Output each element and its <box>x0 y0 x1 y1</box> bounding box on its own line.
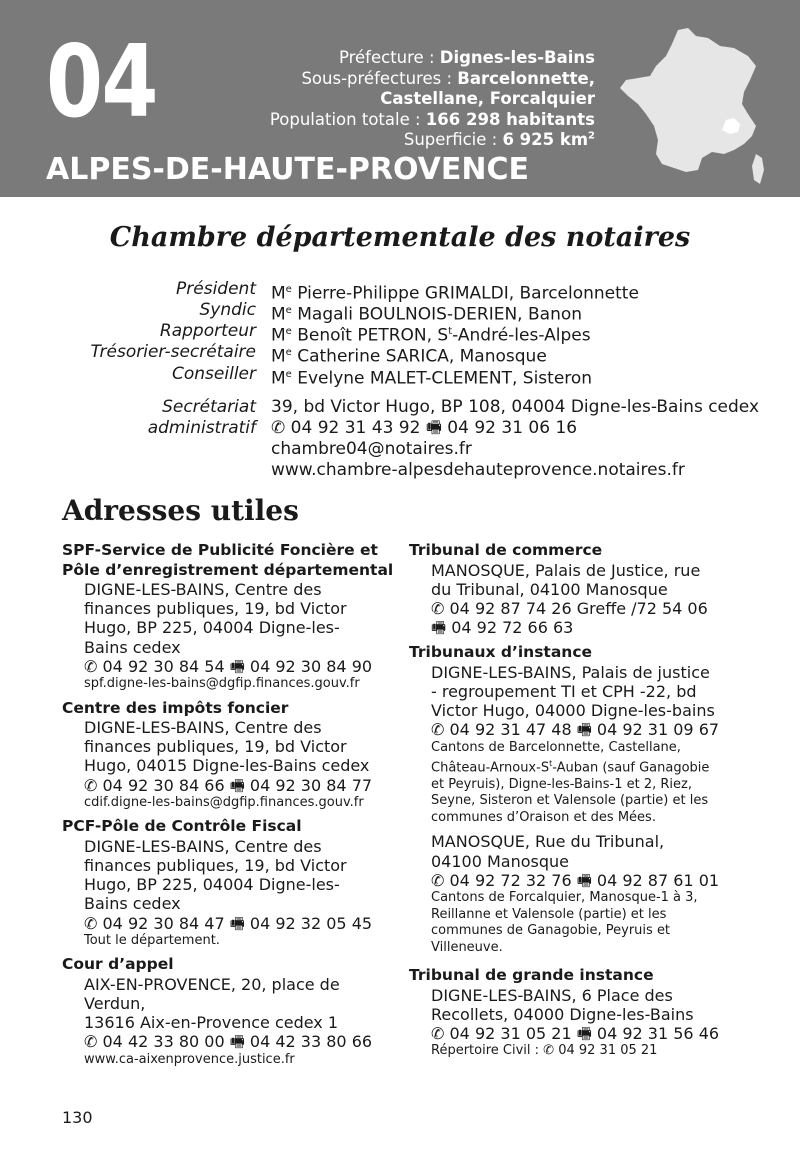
appel-entry: AIX-EN-PROVENCE, 20, place de Verdun, 13616 Aix-en-Provence cedex 1 ✆ 04 42 33 80 00 🖷 04 42 33 80 66 www.ca-aixenprovence.justice.fr <box>84 975 397 1068</box>
instance-title: Tribunaux d’instance <box>409 643 593 662</box>
fax-icon: 🖷 <box>431 618 447 638</box>
fax-icon: 🖷 <box>229 1032 245 1052</box>
fax-icon: 🖷 <box>576 870 592 890</box>
fax-icon: 🖷 <box>229 656 245 676</box>
appel-website[interactable]: www.ca-aixenprovence.justice.fr <box>84 1051 295 1067</box>
phone-icon: ✆ <box>431 720 445 740</box>
appel-title: Cour d’appel <box>62 955 174 974</box>
role-secretariat-2: administratif <box>147 418 256 438</box>
cdif-title: Centre des impôts foncier <box>62 698 289 717</box>
cdif-email[interactable]: cdif.digne-les-bains@dgfip.finances.gouv.fr <box>84 794 364 810</box>
department-number: 04 <box>46 23 157 140</box>
fact-subprefectures-cont: Castellane, Forcalquier <box>380 89 595 108</box>
secretariat-address: 39, bd Victor Hugo, BP 108, 04004 Digne-les-Bains cedex <box>271 397 760 417</box>
role-president: Président <box>176 279 256 299</box>
member-treasurer: Me Catherine SARICA, Manosque <box>271 346 547 367</box>
useful-addresses-title: Adresses utiles <box>62 494 299 527</box>
secretariat-phones: ✆ 04 92 31 43 92 🖷 04 92 31 06 16 <box>271 418 578 438</box>
instance-entry-manosque: MANOSQUE, Rue du Tribunal, 04100 Manosque ✆ 04 92 72 32 76 🖷 04 92 87 61 01 Cantons de Forcalquier, Manosque-1 à 3, Reillanne et Valensole (partie) et les communes de Ganagobie, Peyruis et Villeneuve. <box>431 832 720 955</box>
member-syndic: Me Magali BOULNOIS-DERIEN, Banon <box>271 304 583 325</box>
phone-icon: ✆ <box>271 418 286 438</box>
phone-icon: ✆ <box>84 775 98 795</box>
cdif-entry: DIGNE-LES-BAINS, Centre des finances publiques, 19, bd Victor Hugo, 04015 Digne-les-Bains cedex ✆ 04 92 30 84 66 🖷 04 92 30 84 77 cdif.digne-les-bains@dgfip.finances.gouv.fr <box>84 718 397 811</box>
phone-icon: ✆ <box>84 913 98 933</box>
fax-icon: 🖷 <box>576 720 592 740</box>
pcf-note: Tout le département. <box>84 932 220 948</box>
grande-instance-title: Tribunal de grande instance <box>409 966 654 985</box>
member-president: Me Pierre-Philippe GRIMALDI, Barcelonnette <box>271 283 639 304</box>
commerce-title: Tribunal de commerce <box>409 541 603 559</box>
page-number: 130 <box>62 1108 93 1127</box>
pcf-entry: DIGNE-LES-BAINS, Centre des finances publiques, 19, bd Victor Hugo, BP 225, 04004 Digne-les- Bains cedex ✆ 04 92 30 84 47 🖷 04 92 32 05 45 Tout le département. <box>84 837 397 950</box>
fact-prefecture: Préfecture : Dignes-les-Bains <box>338 48 595 67</box>
phone-icon: ✆ <box>431 870 445 890</box>
grande-instance-entry: DIGNE-LES-BAINS, 6 Place des Recollets, 04000 Digne-les-Bains ✆ 04 92 31 05 21 🖷 04 92 31 56 46 Répertoire Civil : ✆ 04 92 31 05 21 <box>431 985 720 1059</box>
secretariat-email[interactable]: chambre04@notaires.fr <box>271 439 472 459</box>
fax-icon: 🖷 <box>229 913 245 933</box>
role-secretariat: Secrétariat <box>162 397 256 417</box>
department-header <box>0 0 800 197</box>
spf-entry: DIGNE-LES-BAINS, Centre des finances publiques, 19, bd Victor Hugo, BP 225, 04004 Digne-les- Bains cedex ✆ 04 92 30 84 54 🖷 04 92 30 84 90 spf.digne-les-bains@dgfip.finances.gouv.fr <box>84 580 397 693</box>
role-treasurer: Trésorier-secrétaire <box>90 342 256 362</box>
pcf-title: PCF-Pôle de Contrôle Fiscal <box>62 817 302 836</box>
member-counsellor: Me Evelyne MALET-CLEMENT, Sisteron <box>271 368 593 389</box>
phone-icon: ✆ <box>543 1043 555 1059</box>
fact-subprefectures: Sous-préfectures : Barcelonnette, <box>301 68 595 88</box>
fact-area: Superficie : 6 925 $km^2$ <box>403 130 595 149</box>
secretariat-website[interactable]: www.chambre-alpesdehauteprovence.notaires.fr <box>271 460 685 480</box>
commerce-entry: MANOSQUE, Palais de Justice, rue du Tribunal, 04100 Manosque ✆ 04 92 87 74 26 Greffe /72 54 06 🖷 04 92 72 66 63 <box>431 560 708 638</box>
spf-email[interactable]: spf.digne-les-bains@dgfip.finances.gouv.fr <box>84 676 360 692</box>
department-facts <box>270 48 595 151</box>
fax-icon: 🖷 <box>576 1023 592 1043</box>
role-rapporteur: Rapporteur <box>159 321 256 341</box>
spf-title: SPF-Service de Publicité Foncière et Pôle d’enregistrement départemental <box>62 541 394 579</box>
phone-icon: ✆ <box>84 656 98 676</box>
phone-icon: ✆ <box>431 1023 445 1043</box>
member-rapporteur: Me Benoît PETRON, $S^t-André-les$-Alpes <box>271 325 591 346</box>
phone-icon: ✆ <box>431 598 445 618</box>
fact-population: Population totale : 166 298 habitants <box>269 109 595 129</box>
fax-icon: 🖷 <box>229 775 245 795</box>
department-name: ALPES-DE-HAUTE-PROVENCE <box>46 152 530 187</box>
left-column <box>62 541 397 1068</box>
fax-icon: 🖷 <box>425 418 442 438</box>
instance-entry-digne: DIGNE-LES-BAINS, Palais de justice - regroupement TI et CPH -22, bd Victor Hugo, 04000 Digne-les-bains ✆ 04 92 31 47 48 🖷 04 92 31 09 67 Cantons de Barcelonnette, Castellane, Château-$Arnoux-S^t$-Auban (sauf Ganagobie et Peyruis), Digne-les-Bains-1 et 2, Riez, Seyne, Sisteron et Valensole (partie) et les communes d’Oraison et des Mées. <box>431 662 720 825</box>
france-map-icon <box>616 26 768 192</box>
role-syndic: Syndic <box>199 300 256 320</box>
phone-icon: ✆ <box>84 1032 98 1052</box>
role-counsellor: Conseiller <box>172 364 256 384</box>
right-column <box>409 541 749 1060</box>
chamber-title: Chambre départementale des notaires <box>109 222 691 253</box>
